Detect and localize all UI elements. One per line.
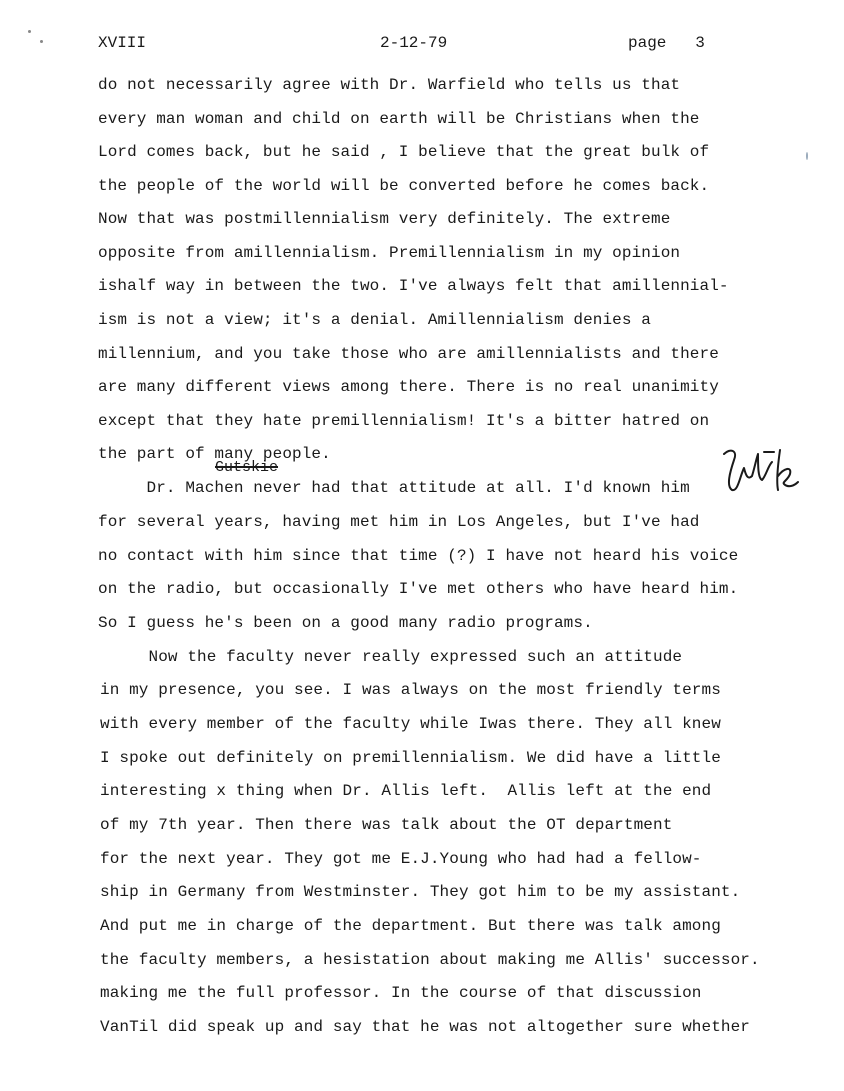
- text-line: Dr. Machen never had that attitude at all. I'd known him: [98, 479, 690, 497]
- text-line: except that they hate premillennialism! It's a bitter hatred on: [98, 412, 710, 430]
- page-number: page 3: [628, 34, 705, 52]
- struck-out-word: Gutskie: [215, 459, 279, 476]
- text-line: the part of many people.: [98, 445, 331, 463]
- text-line: ishalf way in between the two. I've always felt that amillennial-: [98, 277, 729, 295]
- text-line: opposite from amillennialism. Premillennialism in my opinion: [98, 244, 681, 262]
- text-line: with every member of the faculty while Iwas there. They all knew: [100, 715, 721, 733]
- text-line: Now the faculty never really expressed such an attitude: [100, 648, 683, 666]
- text-line: interesting x thing when Dr. Allis left. Allis left at the end: [100, 782, 712, 800]
- scan-speck: [806, 152, 808, 160]
- document-date: 2-12-79: [380, 34, 448, 52]
- text-line: for the next year. They got me E.J.Young who had had a fellow-: [100, 850, 702, 868]
- text-line: no contact with him since that time (?) I have not heard his voice: [98, 547, 739, 565]
- text-line: every man woman and child on earth will be Christians when the: [98, 110, 700, 128]
- text-line: Lord comes back, but he said , I believe that the great bulk of: [98, 143, 710, 161]
- text-line: the faculty members, a hesistation about making me Allis' successor.: [100, 951, 760, 969]
- text-line: ship in Germany from Westminster. They got him to be my assistant.: [100, 883, 741, 901]
- text-line: the people of the world will be converted before he comes back.: [98, 177, 710, 195]
- text-line: for several years, having met him in Los Angeles, but I've had: [98, 513, 700, 531]
- scan-speck: [40, 40, 43, 43]
- text-line: do not necessarily agree with Dr. Warfield who tells us that: [98, 76, 681, 94]
- handwritten-correction: [718, 446, 802, 496]
- text-line: millennium, and you take those who are amillennialists and there: [98, 345, 719, 363]
- text-line: in my presence, you see. I was always on the most friendly terms: [100, 681, 721, 699]
- chapter-number: XVIII: [98, 34, 147, 52]
- text-line: of my 7th year. Then there was talk about the OT department: [100, 816, 673, 834]
- text-line: So I guess he's been on a good many radio programs.: [98, 614, 593, 632]
- text-line: on the radio, but occasionally I've met others who have heard him.: [98, 580, 739, 598]
- text-line: VanTil did speak up and say that he was not altogether sure whether: [100, 1018, 751, 1036]
- text-line: Now that was postmillennialism very definitely. The extreme: [98, 210, 671, 228]
- scan-speck: [28, 30, 31, 33]
- text-line: I spoke out definitely on premillennialism. We did have a little: [100, 749, 721, 767]
- text-line: ism is not a view; it's a denial. Amillennialism denies a: [98, 311, 651, 329]
- text-line: making me the full professor. In the course of that discussion: [100, 984, 702, 1002]
- text-line: are many different views among there. There is no real unanimity: [98, 378, 719, 396]
- text-line: And put me in charge of the department. But there was talk among: [100, 917, 721, 935]
